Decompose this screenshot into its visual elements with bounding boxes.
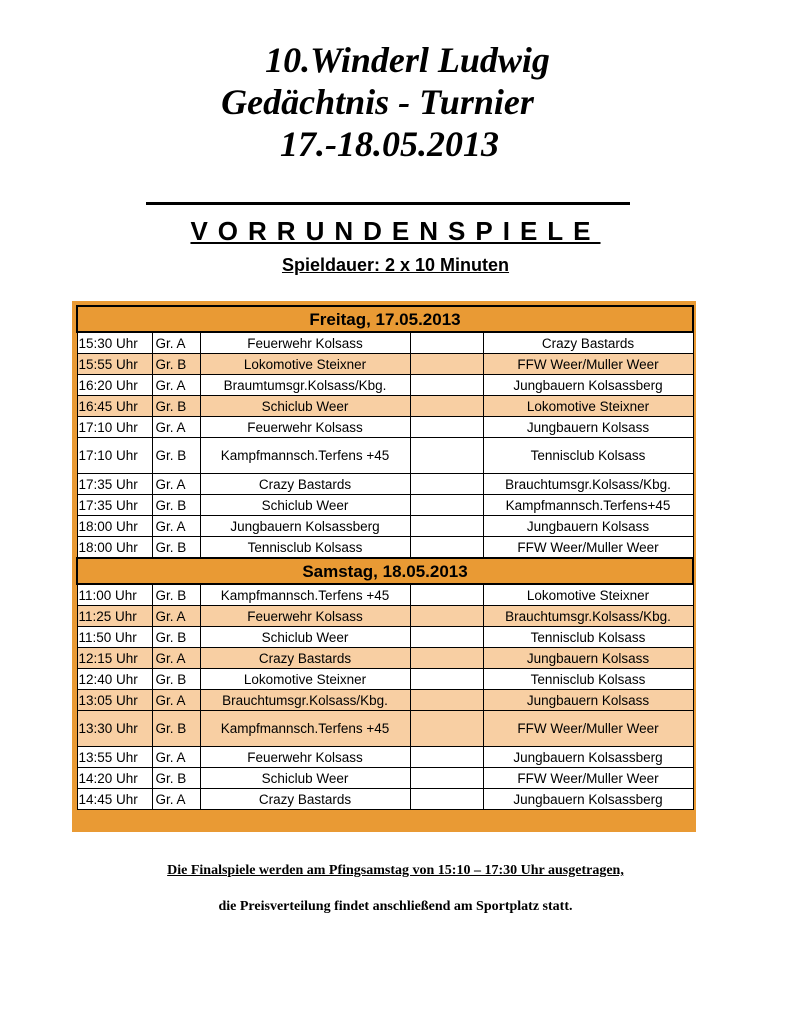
match-group: Gr. A	[152, 474, 200, 495]
away-team: FFW Weer/Muller Weer	[483, 537, 693, 559]
match-group: Gr. B	[152, 396, 200, 417]
home-team: Schiclub Weer	[200, 495, 410, 516]
match-group: Gr. A	[152, 690, 200, 711]
match-row	[77, 495, 693, 516]
result-cell	[410, 690, 483, 711]
match-time: 14:45 Uhr	[77, 789, 152, 810]
result-cell	[410, 606, 483, 627]
away-team: Brauchtumsgr.Kolsass/Kbg.	[483, 606, 693, 627]
match-row	[77, 648, 693, 669]
home-team: Kampfmannsch.Terfens +45	[200, 584, 410, 606]
title-date: 17.-18.05.2013	[280, 124, 499, 164]
match-group: Gr. A	[152, 375, 200, 396]
home-team: Crazy Bastards	[200, 789, 410, 810]
result-cell	[410, 711, 483, 747]
day-header: Freitag, 17.05.2013	[77, 306, 693, 332]
match-row	[77, 417, 693, 438]
match-row	[77, 332, 693, 354]
result-cell	[410, 438, 483, 474]
schedule-table	[76, 305, 694, 810]
away-team: Lokomotive Steixner	[483, 396, 693, 417]
away-team: Tennisclub Kolsass	[483, 627, 693, 648]
match-time: 11:25 Uhr	[77, 606, 152, 627]
match-time: 16:20 Uhr	[77, 375, 152, 396]
match-row	[77, 606, 693, 627]
result-cell	[410, 648, 483, 669]
match-group: Gr. A	[152, 648, 200, 669]
home-team: Lokomotive Steixner	[200, 354, 410, 375]
match-row	[77, 669, 693, 690]
away-team: FFW Weer/Muller Weer	[483, 768, 693, 789]
result-cell	[410, 417, 483, 438]
result-cell	[410, 747, 483, 768]
match-group: Gr. B	[152, 627, 200, 648]
match-row	[77, 354, 693, 375]
result-cell	[410, 627, 483, 648]
home-team: Kampfmannsch.Terfens +45	[200, 711, 410, 747]
match-time: 13:30 Uhr	[77, 711, 152, 747]
match-time: 12:15 Uhr	[77, 648, 152, 669]
home-team: Jungbauern Kolsassberg	[200, 516, 410, 537]
home-team: Feuerwehr Kolsass	[200, 332, 410, 354]
result-cell	[410, 375, 483, 396]
home-team: Schiclub Weer	[200, 396, 410, 417]
result-cell	[410, 354, 483, 375]
result-cell	[410, 669, 483, 690]
match-time: 13:05 Uhr	[77, 690, 152, 711]
result-cell	[410, 474, 483, 495]
home-team: Brauchtumsgr.Kolsass/Kbg.	[200, 690, 410, 711]
schedule-body	[77, 306, 693, 810]
home-team: Feuerwehr Kolsass	[200, 747, 410, 768]
home-team: Tennisclub Kolsass	[200, 537, 410, 559]
match-row	[77, 690, 693, 711]
match-row	[77, 584, 693, 606]
footer-awards-note: die Preisverteilung findet anschließend am Sportplatz statt.	[218, 899, 573, 914]
section-title: VORRUNDENSPIELE	[190, 216, 601, 246]
match-row	[77, 789, 693, 810]
match-row	[77, 627, 693, 648]
result-cell	[410, 332, 483, 354]
match-group: Gr. B	[152, 354, 200, 375]
match-group: Gr. B	[152, 537, 200, 559]
match-group: Gr. B	[152, 584, 200, 606]
match-group: Gr. A	[152, 516, 200, 537]
away-team: Lokomotive Steixner	[483, 584, 693, 606]
match-group: Gr. A	[152, 747, 200, 768]
day-header-row	[77, 306, 693, 332]
match-time: 17:10 Uhr	[77, 417, 152, 438]
match-group: Gr. A	[152, 606, 200, 627]
match-duration: Spieldauer: 2 x 10 Minuten	[281, 255, 510, 275]
match-group: Gr. A	[152, 417, 200, 438]
match-group: Gr. B	[152, 495, 200, 516]
home-team: Crazy Bastards	[200, 474, 410, 495]
match-time: 15:30 Uhr	[77, 332, 152, 354]
footer-finals-note: Die Finalspiele werden am Pfingsamstag von 15:10 – 17:30 Uhr ausgetragen,	[167, 863, 624, 878]
match-row	[77, 537, 693, 559]
match-row	[77, 474, 693, 495]
match-group: Gr. A	[152, 332, 200, 354]
match-time: 11:00 Uhr	[77, 584, 152, 606]
match-time: 16:45 Uhr	[77, 396, 152, 417]
match-row	[77, 516, 693, 537]
away-team: Kampfmannsch.Terfens+45	[483, 495, 693, 516]
match-time: 17:35 Uhr	[77, 474, 152, 495]
match-time: 12:40 Uhr	[77, 669, 152, 690]
result-cell	[410, 516, 483, 537]
away-team: Tennisclub Kolsass	[483, 669, 693, 690]
home-team: Feuerwehr Kolsass	[200, 606, 410, 627]
match-time: 13:55 Uhr	[77, 747, 152, 768]
home-team: Braumtumsgr.Kolsass/Kbg.	[200, 375, 410, 396]
match-row	[77, 375, 693, 396]
home-team: Kampfmannsch.Terfens +45	[200, 438, 410, 474]
home-team: Schiclub Weer	[200, 627, 410, 648]
match-time: 18:00 Uhr	[77, 537, 152, 559]
match-row	[77, 711, 693, 747]
result-cell	[410, 495, 483, 516]
away-team: Jungbauern Kolsass	[483, 417, 693, 438]
match-row	[77, 768, 693, 789]
away-team: FFW Weer/Muller Weer	[483, 354, 693, 375]
away-team: FFW Weer/Muller Weer	[483, 711, 693, 747]
away-team: Tennisclub Kolsass	[483, 438, 693, 474]
away-team: Jungbauern Kolsass	[483, 690, 693, 711]
home-team: Feuerwehr Kolsass	[200, 417, 410, 438]
result-cell	[410, 396, 483, 417]
away-team: Crazy Bastards	[483, 332, 693, 354]
match-time: 11:50 Uhr	[77, 627, 152, 648]
away-team: Jungbauern Kolsassberg	[483, 375, 693, 396]
home-team: Crazy Bastards	[200, 648, 410, 669]
result-cell	[410, 789, 483, 810]
title-line-1: 10.Winderl Ludwig	[265, 40, 550, 80]
match-time: 17:35 Uhr	[77, 495, 152, 516]
match-row	[77, 438, 693, 474]
match-group: Gr. B	[152, 711, 200, 747]
day-header: Samstag, 18.05.2013	[77, 558, 693, 584]
match-group: Gr. B	[152, 669, 200, 690]
match-time: 18:00 Uhr	[77, 516, 152, 537]
result-cell	[410, 584, 483, 606]
day-header-row	[77, 558, 693, 584]
match-group: Gr. A	[152, 789, 200, 810]
title-line-2: Gedächtnis - Turnier	[221, 82, 534, 122]
away-team: Brauchtumsgr.Kolsass/Kbg.	[483, 474, 693, 495]
schedule-panel	[72, 301, 696, 832]
away-team: Jungbauern Kolsassberg	[483, 789, 693, 810]
match-row	[77, 747, 693, 768]
match-group: Gr. B	[152, 438, 200, 474]
away-team: Jungbauern Kolsass	[483, 516, 693, 537]
match-time: 17:10 Uhr	[77, 438, 152, 474]
result-cell	[410, 768, 483, 789]
title-divider	[146, 202, 630, 205]
away-team: Jungbauern Kolsassberg	[483, 747, 693, 768]
result-cell	[410, 537, 483, 559]
match-group: Gr. B	[152, 768, 200, 789]
home-team: Lokomotive Steixner	[200, 669, 410, 690]
match-time: 14:20 Uhr	[77, 768, 152, 789]
home-team: Schiclub Weer	[200, 768, 410, 789]
away-team: Jungbauern Kolsass	[483, 648, 693, 669]
match-row	[77, 396, 693, 417]
match-time: 15:55 Uhr	[77, 354, 152, 375]
